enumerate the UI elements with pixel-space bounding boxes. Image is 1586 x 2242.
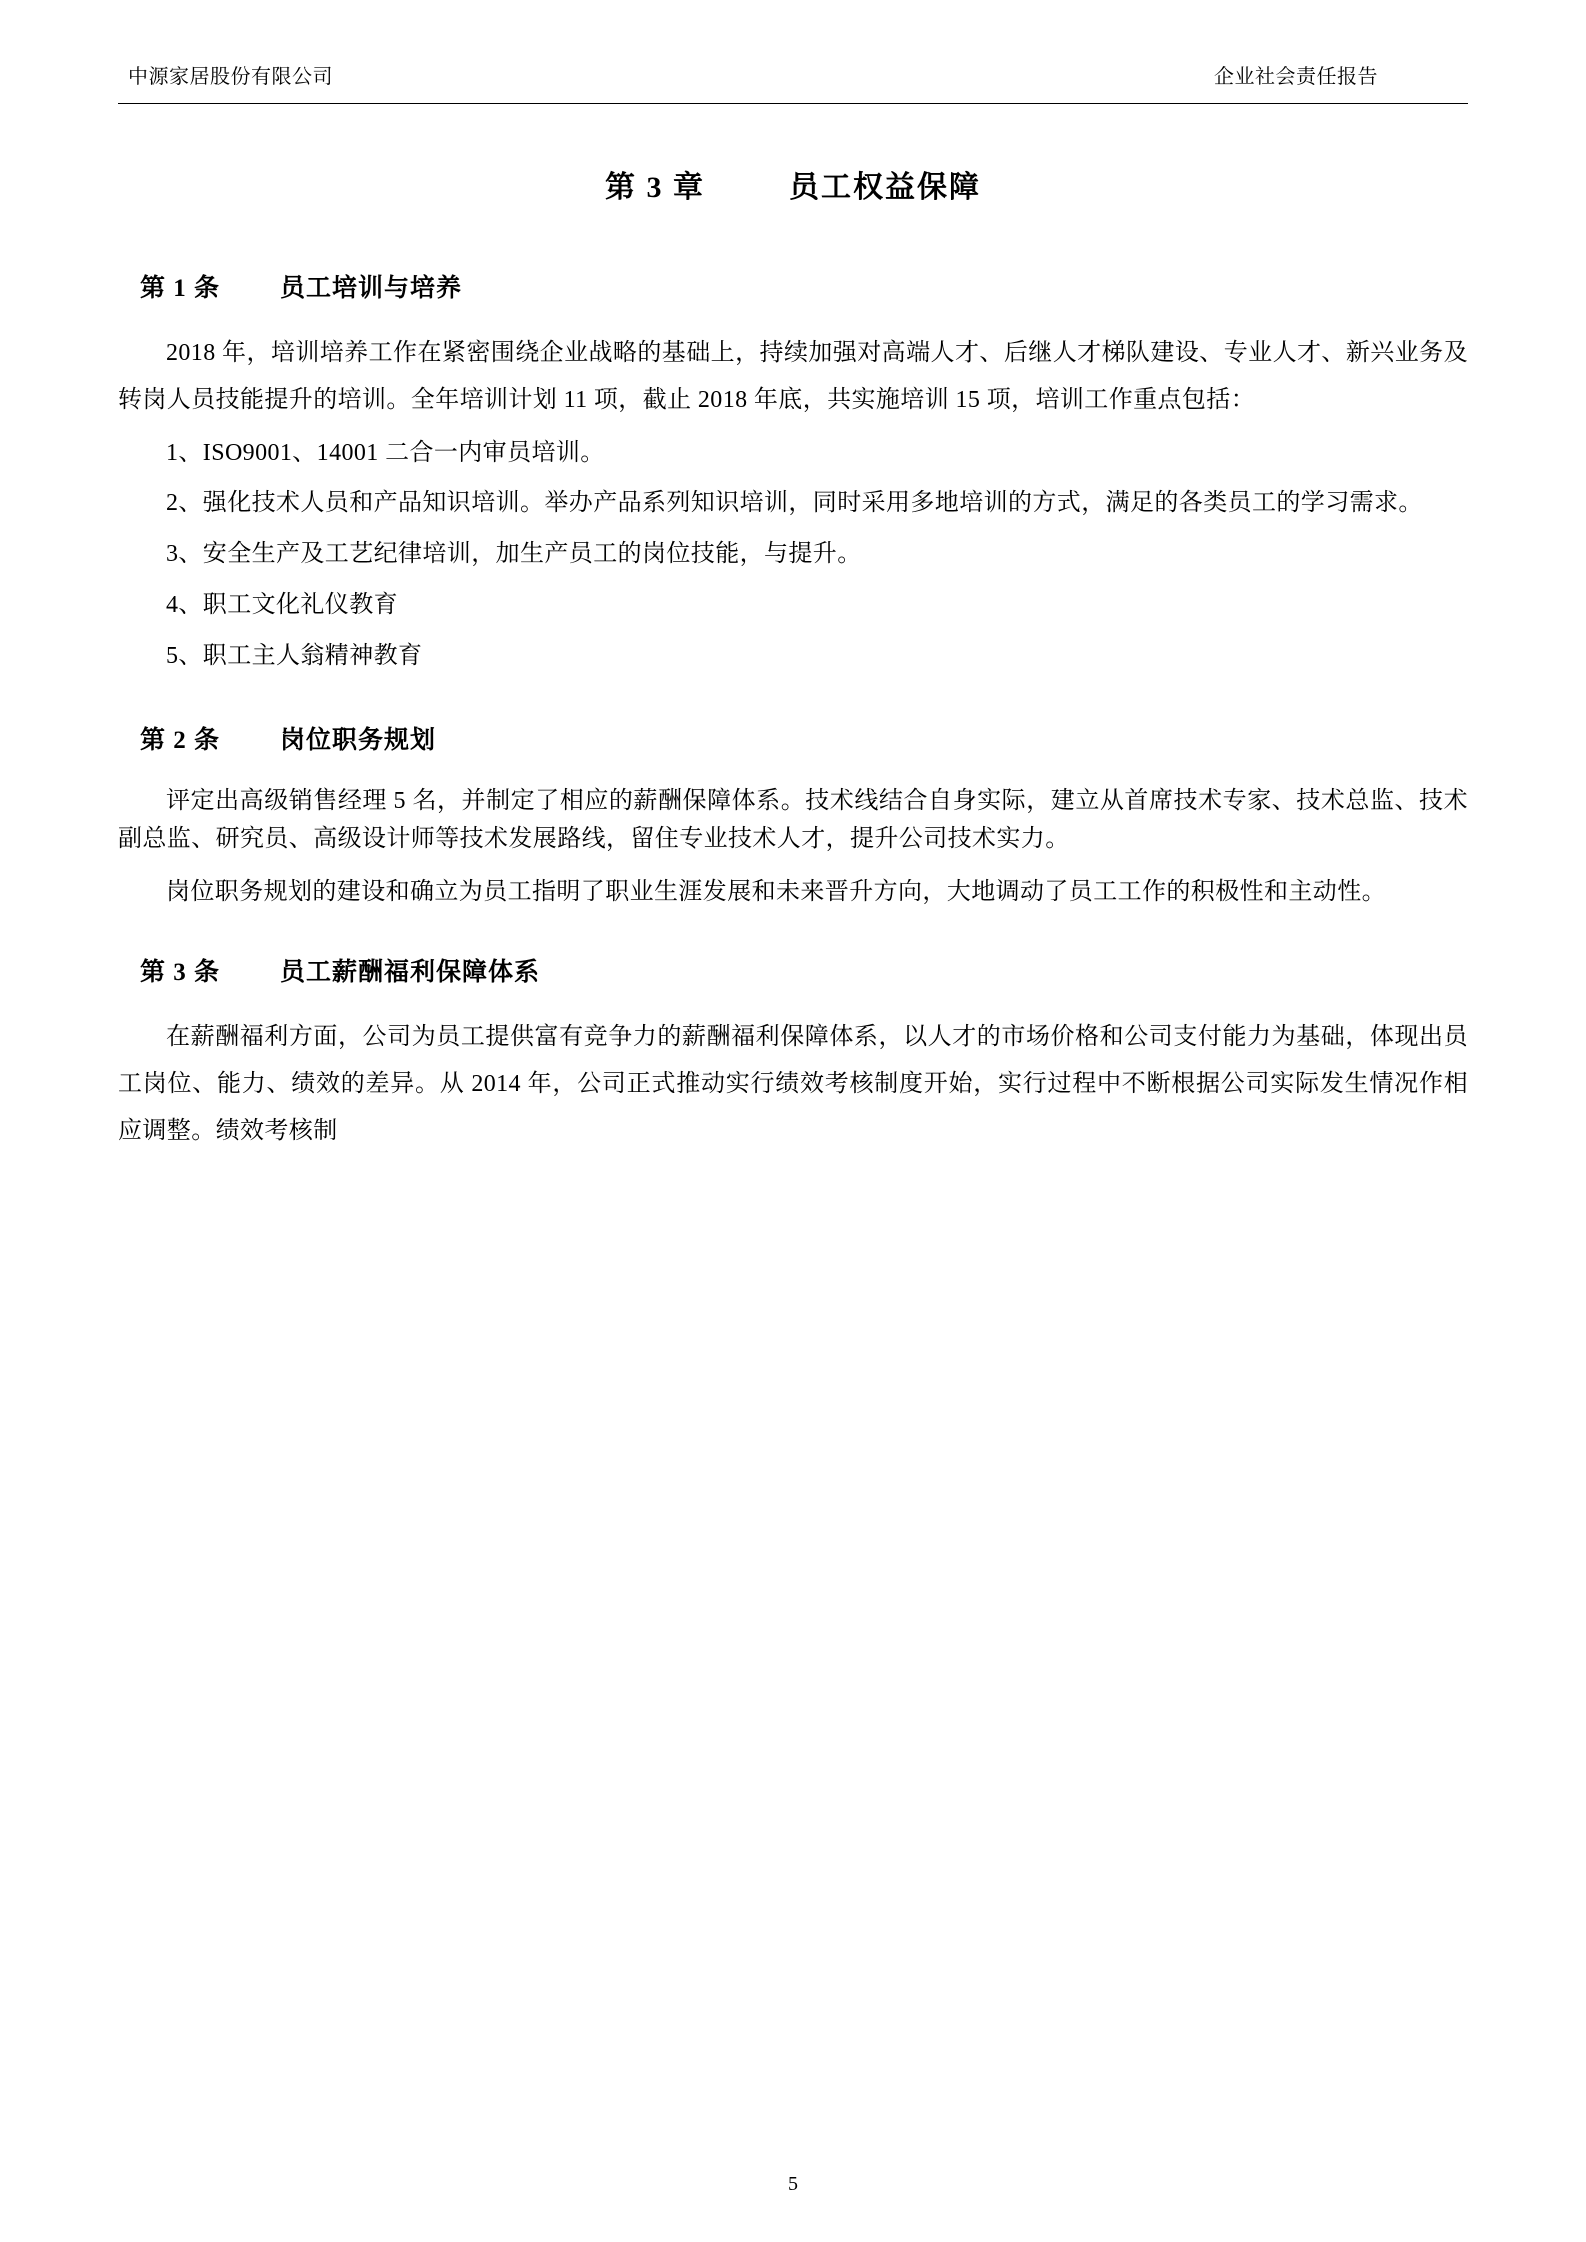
list-item: 1、ISO9001、14001 二合一内审员培训。 [166, 439, 605, 466]
section-heading-3 [140, 952, 1468, 988]
section-number-1: 第 1 条 [140, 275, 221, 302]
header-report-title: 企业社会责任报告 [1214, 66, 1378, 88]
section-title-2: 岗位职务规划 [280, 726, 437, 754]
section-heading-2 [140, 720, 1468, 756]
paragraph: 岗位职务规划的建设和确立为员工指明了职业生涯发展和未来晋升方向，大地调动了员工工作的积极性和主动性。 [166, 879, 1386, 906]
section-number-2: 第 2 条 [140, 726, 221, 754]
page-number: 5 [788, 2173, 798, 2195]
section-title-3: 员工薪酬福利保障体系 [280, 959, 541, 987]
section-number-3: 第 3 条 [140, 959, 221, 987]
paragraph: 2018 年，培训培养工作在紧密围绕企业战略的基础上，持续加强对高端人才、后继人才梯队建设、专业人才、新兴业务及转岗人员技能提升的培训。全年培训计划 11 项，截止 2018 年底，共实施培训 15 项，培训工作重点包括： [118, 340, 1468, 413]
paragraph: 在薪酬福利方面，公司为员工提供富有竞争力的薪酬福利保障体系，以人才的市场价格和公司支付能力为基础，体现出员工岗位、能力、绩效的差异。从 2014 年，公司正式推动实行绩效考核制度开始，实行过程中不断根据公司实际发生情况作相应调整。绩效考核制 [118, 1024, 1468, 1144]
page-header [118, 60, 1468, 104]
list-item: 5、职工主人翁精神教育 [166, 642, 423, 669]
section-title-1: 员工培训与培养 [280, 275, 463, 302]
header-company-name: 中源家居股份有限公司 [128, 66, 333, 88]
list-item: 3、安全生产及工艺纪律培训，加生产员工的岗位技能，与提升。 [166, 541, 862, 568]
chapter-name: 员工权益保障 [789, 171, 981, 204]
paragraph: 评定出高级销售经理 5 名，并制定了相应的薪酬保障体系。技术线结合自身实际，建立从首席技术专家、技术总监、技术副总监、研究员、高级设计师等技术发展路线，留住专业技术人才，提升公司技术实力。 [118, 787, 1468, 853]
chapter-number: 第 3 章 [605, 171, 705, 204]
list-item: 4、职工文化礼仪教育 [166, 591, 398, 618]
section-heading-1 [140, 268, 1468, 304]
chapter-title [118, 162, 1468, 206]
list-item: 2、强化技术人员和产品知识培训。举办产品系列知识培训，同时采用多地培训的方式，满足的各类员工的学习需求。 [166, 490, 1423, 517]
